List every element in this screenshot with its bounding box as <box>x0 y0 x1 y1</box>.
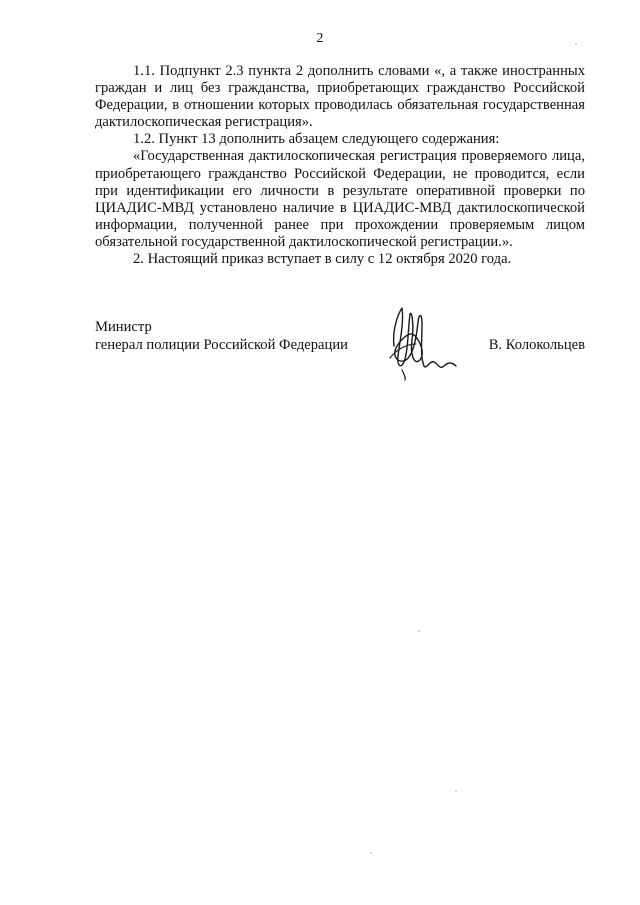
paragraph-1-1: 1.1. Подпункт 2.3 пункта 2 дополнить словами «, а также иностранных граждан и лиц без гражданства, приобретающих гражданство Российской Федерации, в отношении которых проводилась обязательная государственная дактилоскопическая регистрация». <box>95 63 585 131</box>
paragraph-2-effective-date: 2. Настоящий приказ вступает в силу с 12 октября 2020 года. <box>133 251 512 268</box>
scan-speck <box>418 630 420 632</box>
handwritten-signature <box>382 300 464 382</box>
paragraph-quoted-amendment: «Государственная дактилоскопическая регистрация проверяемого лица, приобретающего гражданство Российской Федерации, не проводится, если при идентификации его личности в результате оперативной проверки по ЦИАДИС-МВД установлено наличие в ЦИАДИС-МВД дактилоскопической информации, полученной ранее при прохождении проверяемым лицом обязательной государственной дактилоскопической регистрации.». <box>95 148 585 250</box>
scan-speck <box>575 43 577 45</box>
scan-speck <box>370 852 372 854</box>
paragraph-1-2: 1.2. Пункт 13 дополнить абзацем следующего содержания: <box>133 131 500 148</box>
scan-speck <box>455 790 457 792</box>
signatory-rank: генерал полиции Российской Федерации <box>95 337 348 353</box>
signatory-title: Министр <box>95 319 152 335</box>
signatory-name: В. Колокольцев <box>488 337 585 353</box>
page-number: 2 <box>316 31 324 46</box>
document-body <box>95 63 585 268</box>
